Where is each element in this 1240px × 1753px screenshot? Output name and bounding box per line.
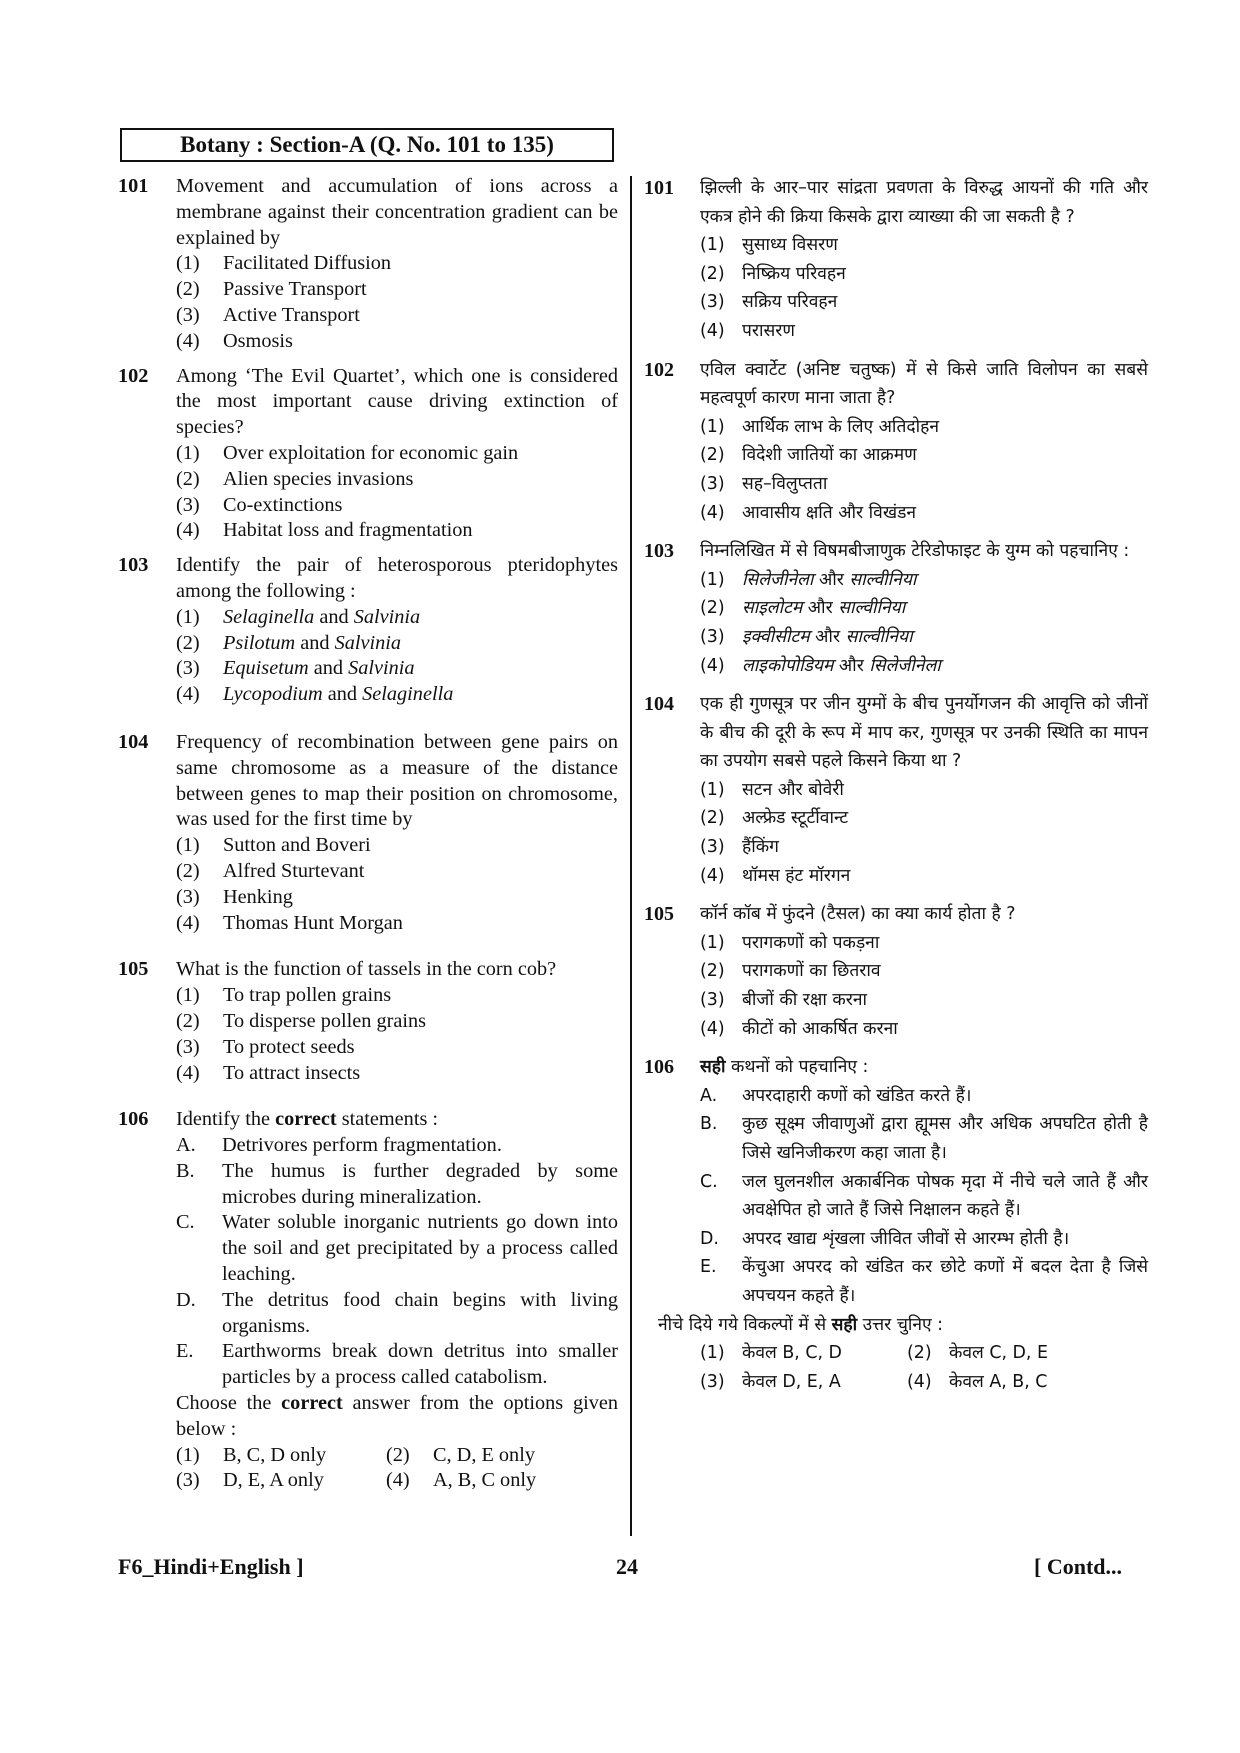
option-2: (2) Psilotum and Salvinia [176,631,402,654]
option-4: (4) Thomas Hunt Morgan [176,911,403,934]
option-4: (4) आवासीय क्षति और विखंडन [700,502,917,523]
option-4: (4) लाइकोपोडियम और सिलेजीनेला [700,655,941,676]
question-number: 104 [644,693,674,716]
question-number: 104 [118,730,149,753]
statement-e: E. Earthworms break down detritus into smaller particles by a process called catabolism. [176,1340,618,1389]
statement-d: D. The detritus food chain begins with living organisms. [176,1288,618,1337]
statement-e: E. केंचुआ अपरद को खंडित कर छोटे कणों में बदल देता है जिसे अपचयन कहते हैं। [700,1257,1148,1306]
option-1: (1) सटन और बोवेरी [700,779,844,800]
question-105-hi [644,900,1148,1043]
question-stem: What is the function of tassels in the corn cob? [176,958,557,981]
option-3: (3) Henking [176,885,293,908]
question-stem: एक ही गुणसूत्र पर जीन युग्मों के बीच पुनर्योगजन की आवृत्ति को जीनों के बीच की दूरी के रूप में माप कर, गुणसूत्र पर उनकी स्थिति का मापन का उपयोग सबसे पहले किसने किया था ? [700,694,1148,772]
statement-a: A. अपरदाहारी कणों को खंडित करते हैं। [700,1085,972,1106]
question-number: 106 [644,1056,674,1079]
statement-d: D. अपरद खाद्य शृंखला जीवित जीवों से आरम्भ होती है। [700,1228,1070,1249]
question-102-en [118,364,618,545]
option-4: (4) Habitat loss and fragmentation [176,519,473,542]
option-3: (3) To protect seeds [176,1035,355,1058]
question-number: 101 [118,175,149,197]
option-4: (4) केवल A, B, C [907,1371,1048,1392]
question-stem: Identify the pair of heterosporous pteridophytes among the following : [176,554,618,602]
option-2: (2) साइलोटम और साल्वीनिया [700,598,906,619]
choose-instruction: नीचे दिये गये विकल्पों में से सही उत्तर चुनिए : [658,1314,944,1335]
option-1: (1) Facilitated Diffusion [176,252,392,275]
option-3: (3) इक्वीसीटम और साल्वीनिया [700,626,913,647]
question-105-en [118,957,618,1086]
option-2: (2) Passive Transport [176,278,367,301]
option-1: (1) Over exploitation for economic gain [176,441,519,464]
question-106-en [118,1107,618,1494]
english-column [118,174,618,1494]
hindi-column [644,174,1148,1396]
option-2: (2) Alfred Sturtevant [176,859,365,882]
option-1: (1) Sutton and Boveri [176,834,371,857]
question-stem: कॉर्न कॉब में फुंदने (टैसल) का क्या कार्य होता है ? [700,904,1016,925]
question-101-hi [644,174,1148,346]
question-104-en [118,730,618,936]
option-4: (4) Lycopodium and Selaginella [176,683,454,706]
option-1: (1) केवल B, C, D [700,1343,842,1364]
option-2: (2) निष्क्रिय परिवहन [700,263,846,284]
option-2: (2) C, D, E only [386,1443,535,1466]
option-1: (1) B, C, D only [176,1443,327,1466]
option-3: (3) D, E, A only [176,1469,324,1492]
option-1: (1) To trap pollen grains [176,984,392,1007]
option-4: (4) A, B, C only [386,1469,537,1492]
column-divider [630,176,632,1536]
question-103-hi [644,537,1148,680]
option-3: (3) बीजों की रक्षा करना [700,990,867,1011]
statement-c: C. Water soluble inorganic nutrients go down into the soil and get precipitated by a process called leaching. [176,1211,618,1286]
question-number: 106 [118,1108,149,1131]
question-number: 102 [644,358,674,381]
option-2: (2) परागकणों का छितराव [700,961,881,982]
option-2: (2) Alien species invasions [176,467,414,490]
option-3: (3) सह–विलुप्तता [700,473,828,494]
option-2: (2) अल्फ्रेड स्टूर्टीवान्ट [700,808,849,829]
footer-continued: [ Contd... [1034,1554,1123,1579]
option-3: (3) Active Transport [176,303,360,326]
option-3: (3) केवल D, E, A [700,1371,841,1392]
options-row-1 [700,1339,1148,1368]
question-number: 101 [644,177,674,199]
option-1: (1) परागकणों को पकड़ना [700,932,880,953]
option-1: (1) Selaginella and Salvinia [176,605,421,628]
question-stem: Frequency of recombination between gene pairs on same chromosome as a measure of the distance between genes to map their position on chromosome, was used for the first time by [176,730,618,831]
question-number: 105 [644,903,674,926]
option-4: (4) कीटों को आकर्षित करना [700,1018,898,1039]
option-1: (1) आर्थिक लाभ के लिए अतिदोहन [700,416,939,437]
question-stem: झिल्ली के आर–पार सांद्रता प्रवणता के विरुद्ध आयनों की गति और एकत्र होने की क्रिया किसके द्वारा व्याख्या की जा सकती है ? [700,178,1148,227]
question-stem: Movement and accumulation of ions across a membrane against their concentration gradient can be explained by [176,175,618,249]
question-number: 103 [644,540,674,563]
option-2: (2) विदेशी जातियों का आक्रमण [700,445,917,466]
option-2: (2) To disperse pollen grains [176,1009,427,1032]
option-4: (4) Osmosis [176,329,293,352]
option-1: (1) सिलेजीनेला और साल्वीनिया [700,569,917,590]
question-101-en [118,174,618,355]
options-row-2 [176,1468,618,1494]
footer-paper-code: F6_Hindi+English ] [118,1554,304,1579]
choose-instruction: Choose the correct answer from the options given below : [176,1392,618,1440]
question-104-hi [644,690,1148,890]
page-number: 24 [616,1554,638,1579]
option-3: (3) Co-extinctions [176,493,343,516]
options-row-1 [176,1443,618,1469]
question-stem: एविल क्वार्टेट (अनिष्ट चतुष्क) में से किसे जाति विलोपन का सबसे महत्वपूर्ण कारण माना जाता है? [700,359,1148,409]
option-3: (3) Equisetum and Salvinia [176,657,415,680]
statement-c: C. जल घुलनशील अकार्बनिक पोषक मृदा में नीचे चले जाते हैं और अवक्षेपित हो जाते हैं जिसे निक्षालन कहते हैं। [700,1171,1148,1221]
option-3: (3) हैंकिंग [700,837,779,858]
question-stem: निम्नलिखित में से विषमबीजाणुक टेरिडोफाइट के युग्म को पहचानिए : [700,541,1130,562]
option-3: (3) सक्रिय परिवहन [700,292,838,313]
option-2: (2) केवल C, D, E [907,1343,1048,1364]
options-row-2 [700,1368,1148,1397]
option-4: (4) थॉमस हंट मॉरगन [700,865,851,886]
statement-b: B. कुछ सूक्ष्म जीवाणुओं द्वारा ह्यूमस और अधिक अपघटित होती है जिसे खनिजीकरण कहा जाता है। [700,1114,1148,1163]
question-103-en [118,553,618,708]
question-number: 105 [118,958,149,981]
question-102-hi [644,356,1148,528]
option-1: (1) सुसाध्य विसरण [700,235,838,256]
question-stem: Identify the correct statements : [176,1108,439,1131]
question-106-hi [644,1053,1148,1396]
statement-b: B. The humus is further degraded by some microbes during mineralization. [176,1159,618,1208]
question-stem: Among ‘The Evil Quartet’, which one is considered the most important cause driving extinction of species? [176,364,618,439]
option-4: (4) परासरण [700,320,795,341]
section-title: Botany : Section-A (Q. No. 101 to 135) [120,128,614,162]
question-stem: सही कथनों को पहचानिए : [700,1057,869,1078]
question-number: 102 [118,364,149,387]
option-4: (4) To attract insects [176,1061,361,1084]
question-number: 103 [118,554,149,577]
statement-a: A. Detrivores perform fragmentation. [176,1134,502,1157]
